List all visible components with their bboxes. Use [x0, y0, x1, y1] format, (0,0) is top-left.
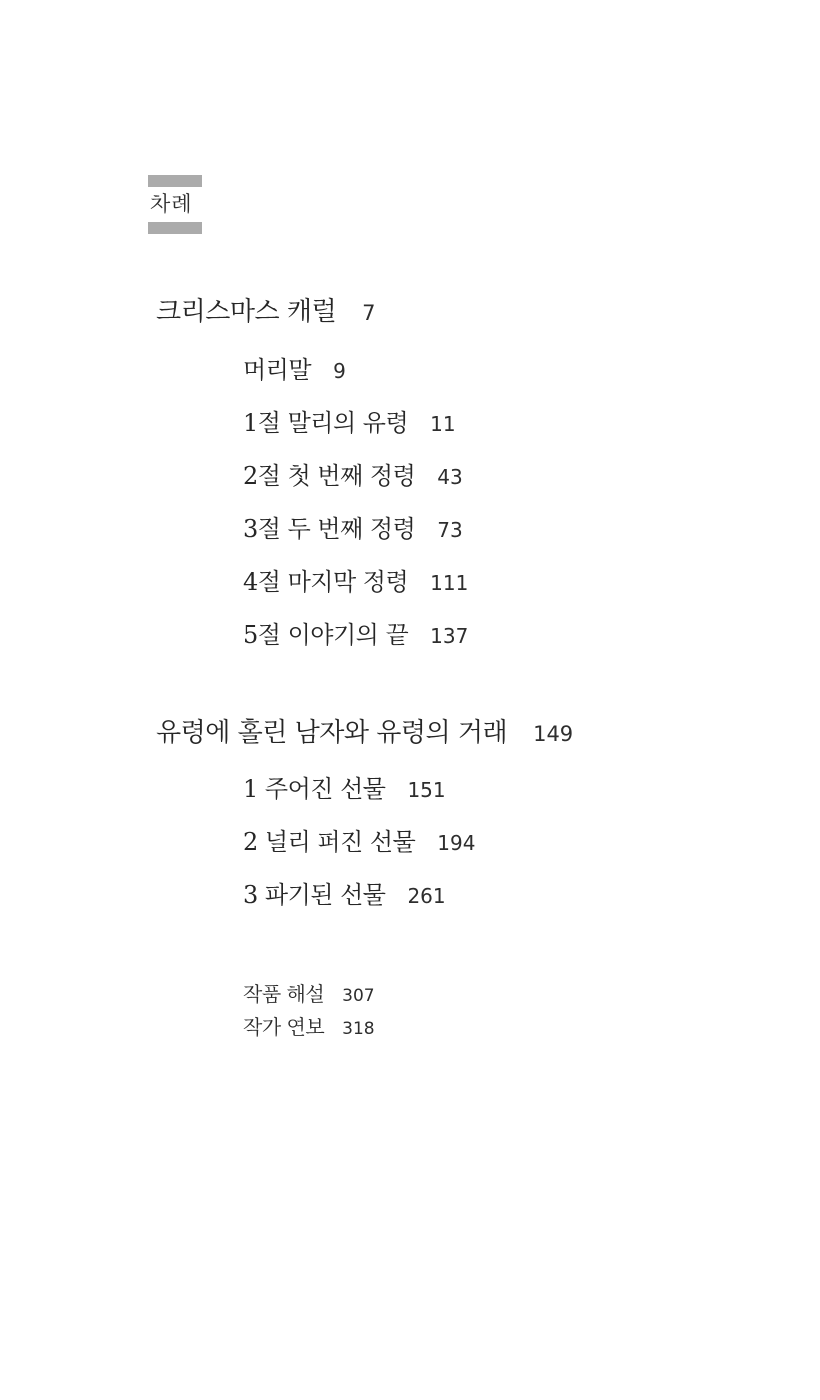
section-title-text: 크리스마스 캐럴 — [156, 297, 337, 327]
toc-item-page-number: 194 — [437, 831, 476, 855]
toc-item — [243, 403, 456, 438]
back-matter-label: 작품 해설 — [243, 982, 325, 1006]
toc-item — [243, 350, 346, 385]
ornament-bar-bottom — [148, 222, 202, 234]
section-page-number: 149 — [533, 722, 574, 746]
toc-item-label: 머리말 — [243, 356, 312, 384]
section-title-text: 유령에 홀린 남자와 유령의 거래 — [156, 718, 508, 748]
toc-item-label: 3절 두 번째 정령 — [243, 515, 416, 543]
ornament-bar-top — [148, 175, 202, 187]
toc-item-label: 2절 첫 번째 정령 — [243, 462, 416, 490]
toc-item-page-number: 9 — [333, 359, 346, 383]
toc-item-page-number: 261 — [407, 884, 446, 908]
toc-item — [243, 615, 468, 650]
toc-item-label: 2 널리 퍼진 선물 — [243, 828, 416, 856]
toc-item-page-number: 151 — [407, 778, 446, 802]
toc-section-title — [156, 291, 375, 328]
toc-item — [243, 822, 475, 857]
toc-item — [243, 509, 463, 544]
section-page-number: 7 — [362, 301, 376, 325]
toc-item-label: 4절 마지막 정령 — [243, 568, 409, 596]
toc-item-label: 1절 말리의 유령 — [243, 409, 409, 437]
toc-item-page-number: 73 — [437, 518, 463, 542]
toc-item-page-number: 43 — [437, 465, 463, 489]
toc-item — [243, 456, 463, 491]
back-matter-page-number: 318 — [342, 1019, 375, 1039]
toc-header-label: 차례 — [150, 192, 193, 216]
back-matter-item — [243, 1011, 375, 1040]
back-matter-label: 작가 연보 — [243, 1015, 325, 1039]
toc-item-label: 3 파기된 선물 — [243, 881, 386, 909]
toc-item — [243, 875, 446, 910]
toc-item — [243, 769, 446, 804]
toc-header — [148, 175, 202, 234]
toc-item-page-number: 111 — [430, 571, 469, 595]
toc-item-page-number: 11 — [430, 412, 456, 436]
toc-item-page-number: 137 — [430, 624, 469, 648]
toc-item-label: 5절 이야기의 끝 — [243, 621, 409, 649]
toc-section-title — [156, 712, 573, 749]
toc-item — [243, 562, 468, 597]
toc-item-label: 1 주어진 선물 — [243, 775, 386, 803]
back-matter-item — [243, 978, 375, 1007]
back-matter-page-number: 307 — [342, 986, 375, 1006]
